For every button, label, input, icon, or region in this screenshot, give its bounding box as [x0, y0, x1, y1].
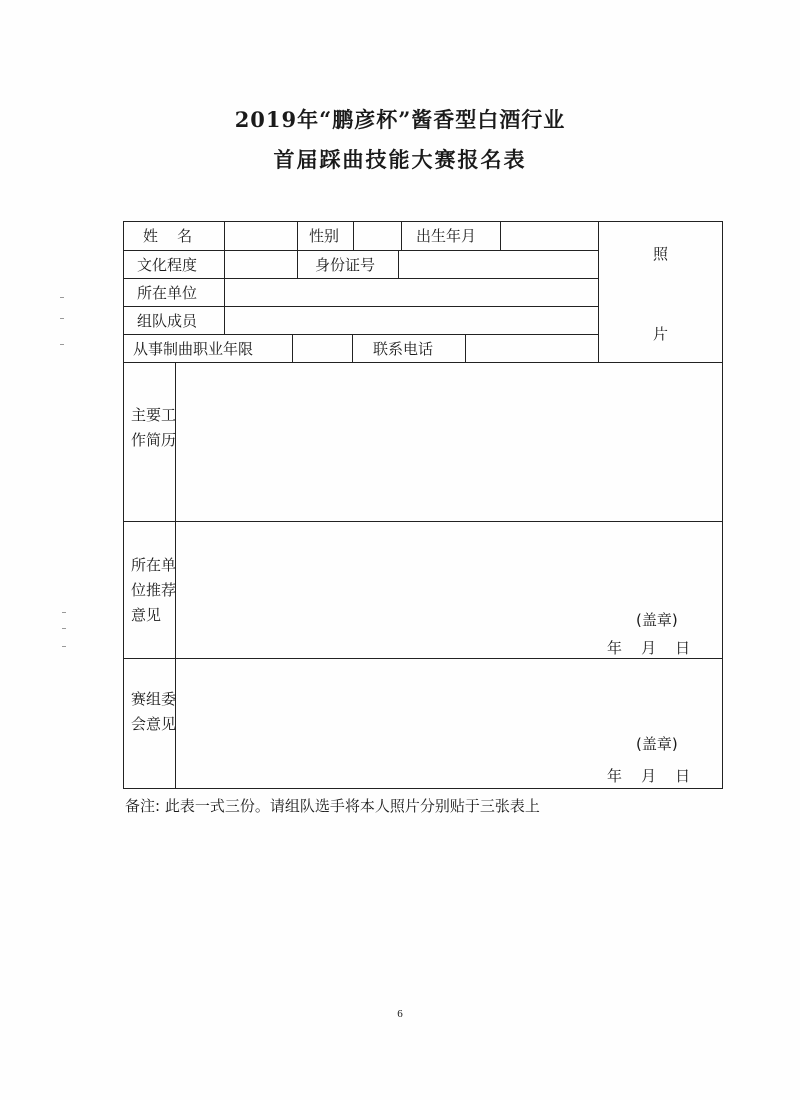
work-years-field[interactable]	[293, 335, 352, 362]
id-number-field[interactable]	[399, 251, 598, 278]
work-years-label: 从事制曲职业年限	[133, 340, 254, 358]
cell-divider	[401, 221, 402, 251]
name-label: 姓 名	[143, 227, 193, 245]
birth-date-field[interactable]	[501, 222, 598, 250]
unit-field[interactable]	[225, 279, 598, 306]
cell-divider	[297, 250, 298, 279]
scan-mark	[60, 318, 64, 319]
scan-mark	[62, 628, 66, 629]
education-label: 文化程度	[137, 256, 198, 274]
unit-label: 所在单位	[137, 284, 198, 302]
photo-label-top: 照	[653, 245, 669, 263]
gender-label: 性别	[309, 227, 340, 245]
work-resume-field[interactable]	[176, 363, 722, 521]
gender-field[interactable]	[354, 222, 401, 250]
work-resume-label: 主要工作简历	[131, 406, 177, 449]
phone-field[interactable]	[466, 335, 598, 362]
birth-date-label: 出生年月	[416, 227, 477, 245]
footer-note: 备注: 此表一式三份。请组队选手将本人照片分别贴于三张表上	[125, 797, 540, 815]
form-title-line2: 首届踩曲技能大赛报名表	[273, 147, 527, 172]
unit-opinion-field[interactable]	[176, 522, 722, 658]
unit-opinion-label: 所在单位推荐意见	[131, 556, 177, 624]
name-field[interactable]	[225, 222, 297, 250]
unit-date-label: 年 月 日	[607, 639, 691, 657]
scan-mark	[60, 344, 64, 345]
scan-mark	[62, 612, 66, 613]
page-number: 6	[397, 1008, 403, 1020]
photo-label-bottom: 片	[653, 325, 669, 343]
table-border-right	[722, 221, 723, 789]
scan-mark	[60, 297, 64, 298]
committee-opinion-label: 赛组委会意见	[131, 690, 177, 733]
committee-date-label: 年 月 日	[607, 767, 691, 785]
team-members-field[interactable]	[225, 307, 598, 334]
scan-mark	[62, 646, 66, 647]
form-title-line1: 2019年“鹏彦杯”酱香型白酒行业	[234, 107, 566, 132]
unit-seal-label: (盖章)	[636, 611, 678, 629]
id-number-label: 身份证号	[315, 256, 376, 274]
cell-divider	[297, 221, 298, 251]
cell-divider	[352, 334, 353, 363]
committee-seal-label: (盖章)	[636, 735, 678, 753]
phone-label: 联系电话	[373, 340, 434, 358]
team-members-label: 组队成员	[137, 312, 198, 330]
education-field[interactable]	[225, 251, 297, 278]
table-border-bottom	[123, 788, 723, 789]
